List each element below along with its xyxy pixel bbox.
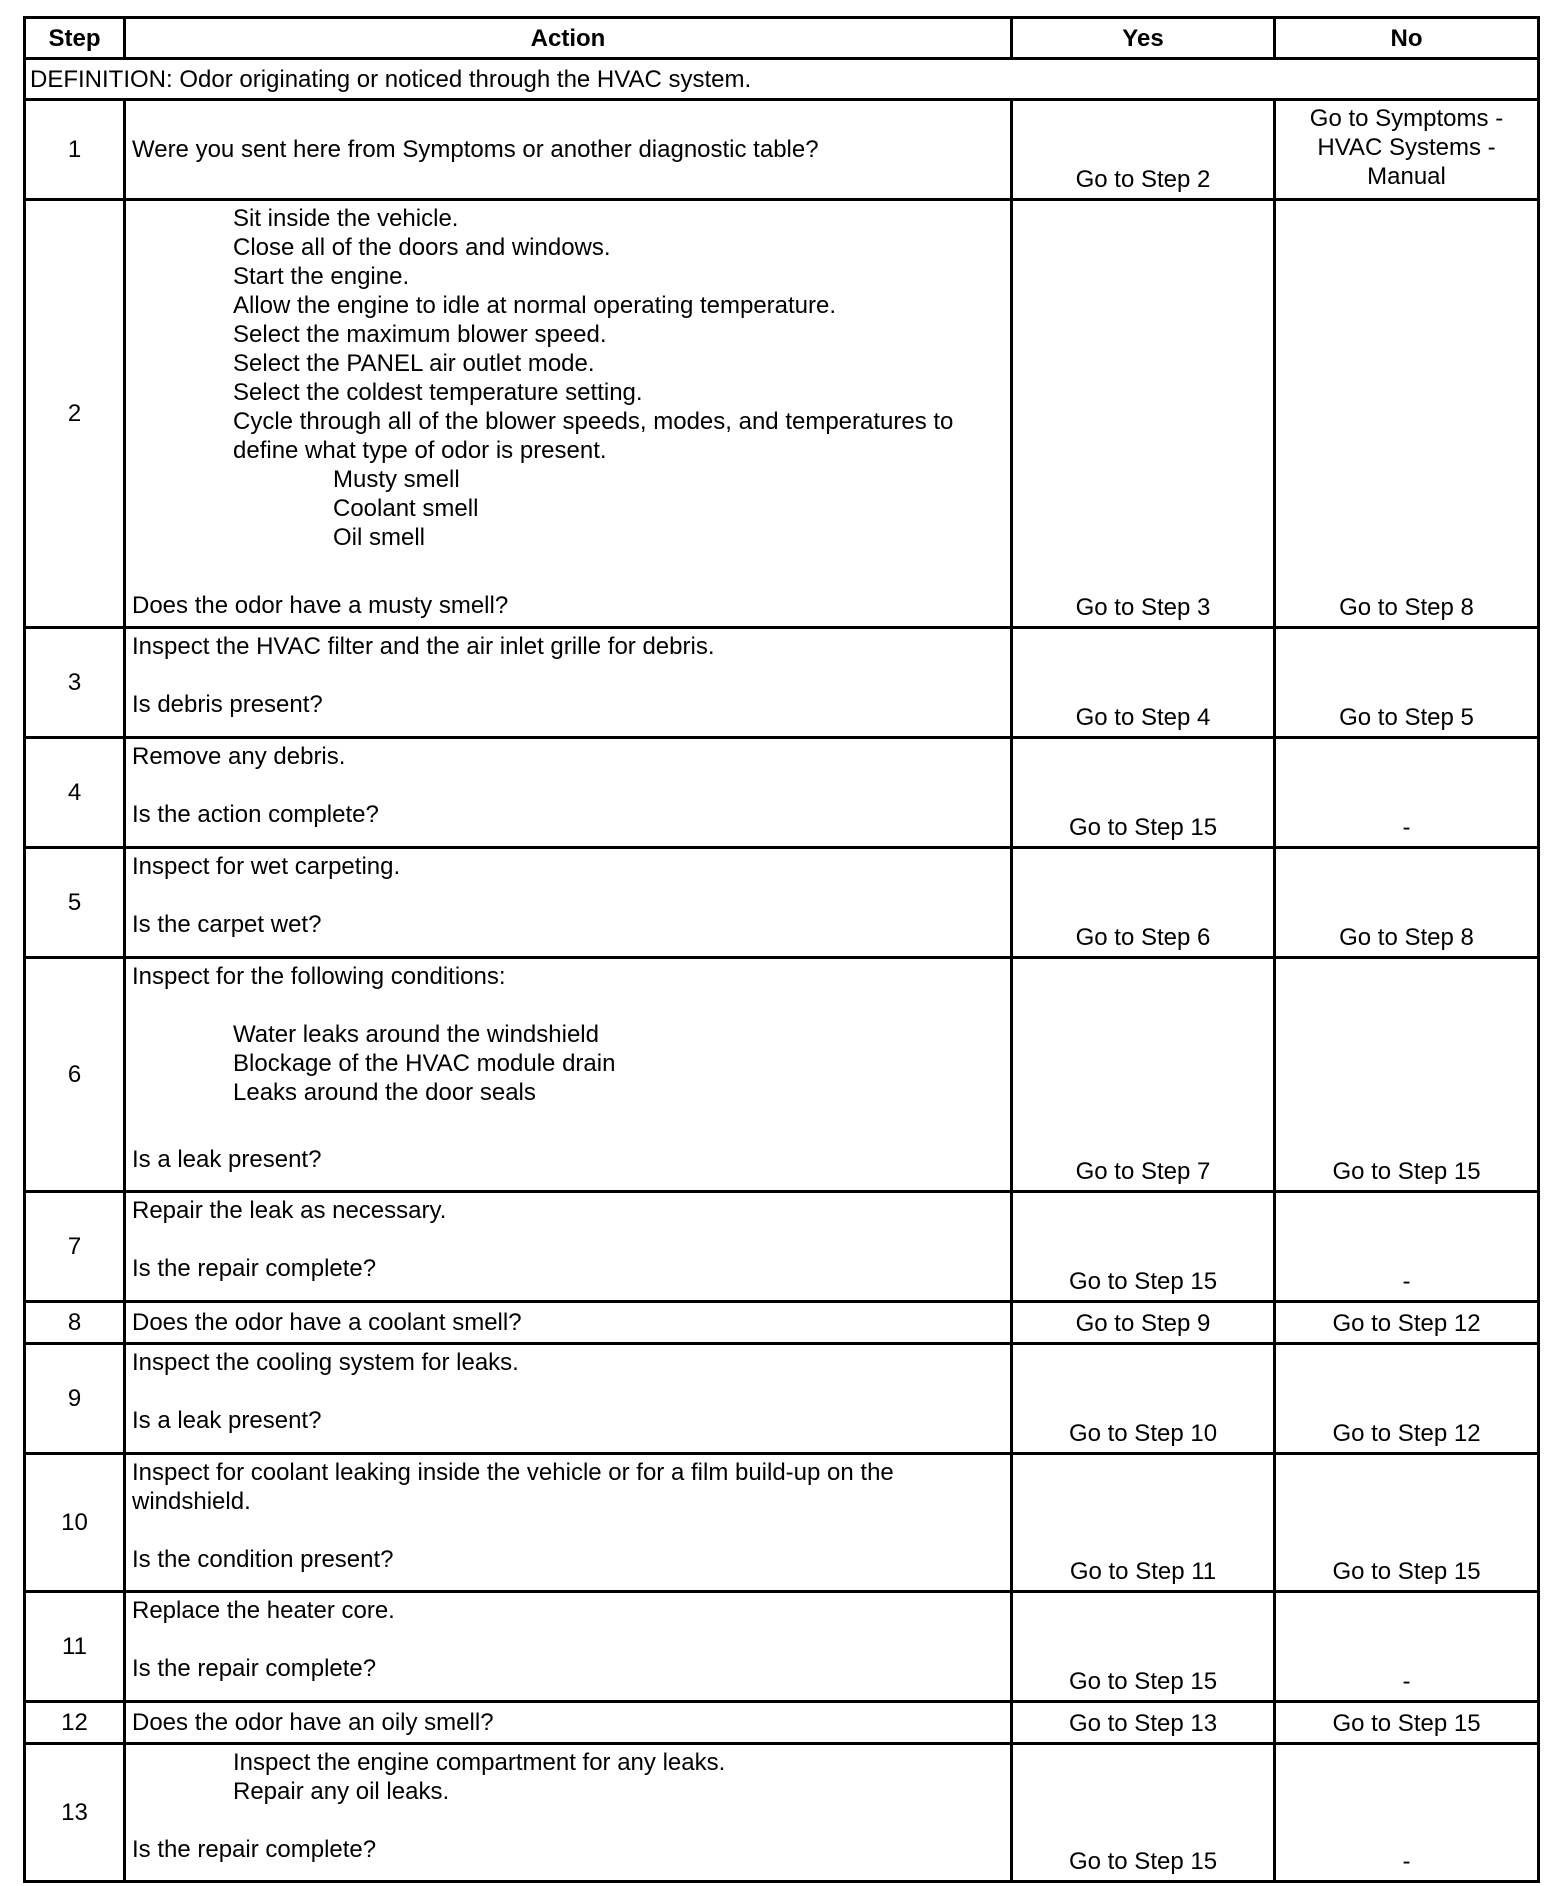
header-action: Action xyxy=(125,18,1012,59)
no-cell: - xyxy=(1275,1192,1539,1302)
instruction-text: Inspect the cooling system for leaks. xyxy=(132,1349,519,1376)
instruction-text: define what type of odor is present. xyxy=(233,437,607,464)
question-text: Does the odor have a coolant smell? xyxy=(132,1308,522,1336)
no-cell: Go to Step 15 xyxy=(1275,1702,1539,1744)
no-cell: Go to Step 12 xyxy=(1275,1302,1539,1344)
step-number: 6 xyxy=(25,958,125,1192)
step-number: 10 xyxy=(25,1454,125,1592)
question-text: Is the action complete? xyxy=(132,801,379,828)
no-line: HVAC Systems - xyxy=(1317,134,1496,161)
table-row xyxy=(25,1192,1539,1302)
question-text: Were you sent here from Symptoms or another diagnostic table? xyxy=(132,135,819,163)
table-row xyxy=(25,1592,1539,1702)
instruction-text: windshield. xyxy=(132,1488,251,1515)
table-row xyxy=(25,200,1539,628)
no-cell: Go to Step 5 xyxy=(1275,628,1539,738)
question-text: Is a leak present? xyxy=(132,1407,322,1434)
instruction-text: Allow the engine to idle at normal operating temperature. xyxy=(233,292,837,319)
action-cell xyxy=(125,958,1012,1192)
yes-cell: Go to Step 13 xyxy=(1012,1702,1275,1744)
instruction-text: Inspect the engine compartment for any leaks. xyxy=(233,1749,726,1776)
no-cell: Go to Step 8 xyxy=(1275,848,1539,958)
action-cell xyxy=(125,1744,1012,1882)
no-line: Manual xyxy=(1367,163,1446,190)
step-number: 3 xyxy=(25,628,125,738)
step-number: 12 xyxy=(25,1702,125,1744)
no-cell: - xyxy=(1275,1744,1539,1882)
step-number: 5 xyxy=(25,848,125,958)
no-cell: Go to Step 12 xyxy=(1275,1344,1539,1454)
header-row xyxy=(25,18,1539,59)
instruction-text: Select the maximum blower speed. xyxy=(233,321,607,348)
action-cell xyxy=(125,100,1012,200)
question-text: Is the repair complete? xyxy=(132,1255,377,1282)
no-cell: - xyxy=(1275,738,1539,848)
action-cell xyxy=(125,1702,1012,1744)
no-cell: - xyxy=(1275,1592,1539,1702)
yes-cell: Go to Step 15 xyxy=(1012,738,1275,848)
instruction-text: Select the coldest temperature setting. xyxy=(233,379,643,406)
table-row xyxy=(25,958,1539,1192)
step-number: 4 xyxy=(25,738,125,848)
table-row xyxy=(25,848,1539,958)
sub-item-text: Coolant smell xyxy=(333,495,479,522)
table-row xyxy=(25,1744,1539,1882)
sub-item-text: Musty smell xyxy=(333,466,460,493)
step-number: 11 xyxy=(25,1592,125,1702)
table-row xyxy=(25,1702,1539,1744)
yes-cell: Go to Step 7 xyxy=(1012,958,1275,1192)
question-text: Is a leak present? xyxy=(132,1146,322,1173)
table-row xyxy=(25,1302,1539,1344)
question-text: Is debris present? xyxy=(132,691,323,718)
instruction-text: Select the PANEL air outlet mode. xyxy=(233,350,595,377)
action-cell xyxy=(125,1344,1012,1454)
table-row xyxy=(25,628,1539,738)
instruction-text: Start the engine. xyxy=(233,263,410,290)
table-row xyxy=(25,1344,1539,1454)
sub-item-text: Blockage of the HVAC module drain xyxy=(233,1050,616,1077)
sub-item-text: Water leaks around the windshield xyxy=(233,1021,599,1048)
question-text: Is the repair complete? xyxy=(132,1655,377,1682)
instruction-text: Inspect for wet carpeting. xyxy=(132,853,401,880)
yes-cell: Go to Step 6 xyxy=(1012,848,1275,958)
yes-cell: Go to Step 3 xyxy=(1012,200,1275,628)
question-text: Does the odor have a musty smell? xyxy=(132,592,509,619)
yes-cell: Go to Step 4 xyxy=(1012,628,1275,738)
instruction-text: Inspect the HVAC filter and the air inlet grille for debris. xyxy=(132,633,715,660)
yes-cell: Go to Step 2 xyxy=(1012,100,1275,200)
action-cell xyxy=(125,1302,1012,1344)
step-number: 1 xyxy=(25,100,125,200)
instruction-text: Remove any debris. xyxy=(132,743,346,770)
action-cell xyxy=(125,1192,1012,1302)
header-yes: Yes xyxy=(1012,18,1275,59)
question-text: Does the odor have an oily smell? xyxy=(132,1708,494,1736)
instruction-text: Sit inside the vehicle. xyxy=(233,205,459,232)
question-text: Is the repair complete? xyxy=(132,1836,377,1863)
no-line: Go to Symptoms - xyxy=(1309,105,1504,132)
action-cell xyxy=(125,628,1012,738)
yes-cell: Go to Step 15 xyxy=(1012,1592,1275,1702)
diagnostic-table xyxy=(23,16,1540,1883)
instruction-text: Repair any oil leaks. xyxy=(233,1778,450,1805)
instruction-text: Replace the heater core. xyxy=(132,1597,395,1624)
no-cell xyxy=(1275,100,1539,200)
instruction-text: Inspect for coolant leaking inside the vehicle or for a film build-up on the xyxy=(132,1459,894,1486)
action-cell xyxy=(125,738,1012,848)
header-no: No xyxy=(1275,18,1539,59)
no-cell: Go to Step 15 xyxy=(1275,958,1539,1192)
header-step: Step xyxy=(25,18,125,59)
table-row xyxy=(25,1454,1539,1592)
step-number: 7 xyxy=(25,1192,125,1302)
definition-row xyxy=(25,59,1539,100)
action-cell xyxy=(125,1592,1012,1702)
step-number: 13 xyxy=(25,1744,125,1882)
question-text: Is the condition present? xyxy=(132,1546,394,1573)
action-cell xyxy=(125,200,1012,628)
table-row xyxy=(25,738,1539,848)
table-row xyxy=(25,100,1539,200)
step-number: 9 xyxy=(25,1344,125,1454)
yes-cell: Go to Step 15 xyxy=(1012,1192,1275,1302)
action-cell xyxy=(125,848,1012,958)
no-cell: Go to Step 8 xyxy=(1275,200,1539,628)
instruction-text: Inspect for the following conditions: xyxy=(132,963,506,990)
instruction-text: Close all of the doors and windows. xyxy=(233,234,611,261)
step-number: 8 xyxy=(25,1302,125,1344)
sub-item-text: Leaks around the door seals xyxy=(233,1079,536,1106)
yes-cell: Go to Step 9 xyxy=(1012,1302,1275,1344)
step-number: 2 xyxy=(25,200,125,628)
instruction-text: Cycle through all of the blower speeds, modes, and temperatures to xyxy=(233,408,954,435)
definition-text: DEFINITION: Odor originating or noticed through the HVAC system. xyxy=(25,59,1539,100)
yes-cell: Go to Step 11 xyxy=(1012,1454,1275,1592)
yes-cell: Go to Step 10 xyxy=(1012,1344,1275,1454)
yes-cell: Go to Step 15 xyxy=(1012,1744,1275,1882)
question-text: Is the carpet wet? xyxy=(132,911,322,938)
action-cell xyxy=(125,1454,1012,1592)
sub-item-text: Oil smell xyxy=(333,524,426,551)
instruction-text: Repair the leak as necessary. xyxy=(132,1197,447,1224)
no-cell: Go to Step 15 xyxy=(1275,1454,1539,1592)
